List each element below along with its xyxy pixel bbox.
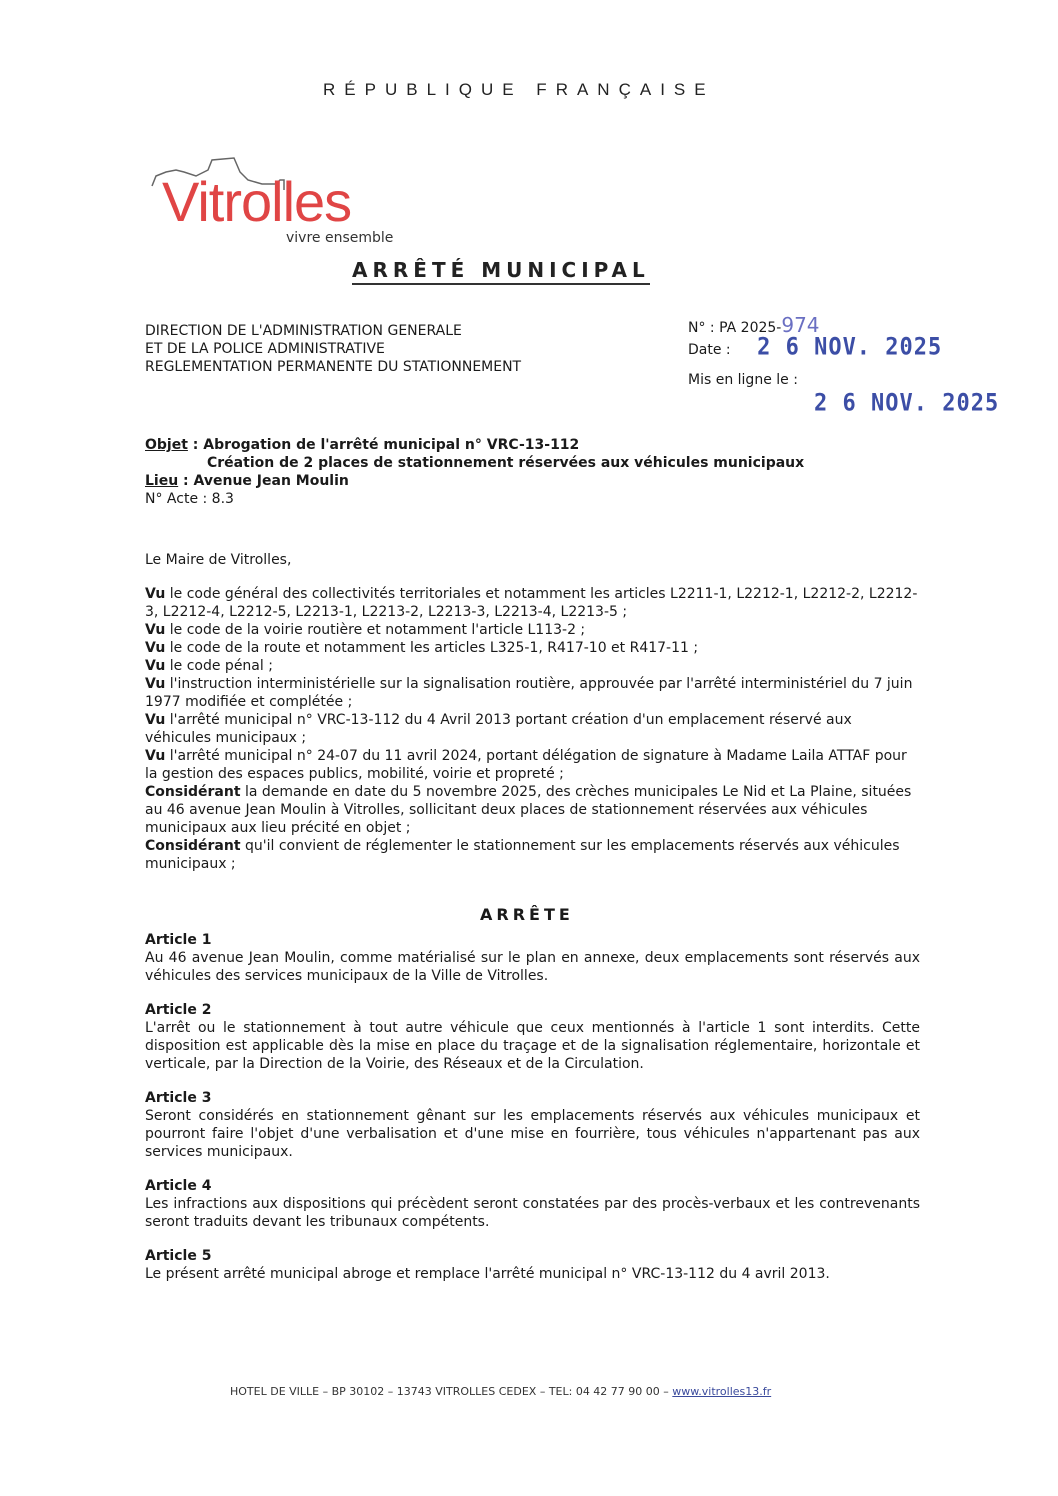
visa-text: l'instruction interministérielle sur la signalisation routière, approuvée par l'arrêté interministériel du 7 juin 1977 modifiée et complétée ; [145,676,913,710]
article-text: Les infractions aux dispositions qui précèdent seront constatées par des procès-verbaux et les contrevenants seront traduits devant les tribunaux compétents. [145,1196,920,1230]
considerant-item [145,837,920,873]
article-title: Article 2 [145,1002,212,1018]
article [145,1089,920,1161]
visa-text: le code général des collectivités territoriales et notamment les articles L2211-1, L2212-1, L2212-2, L2212-3, L2212-4, L2212-5, L2213-1, L2213-2, L2213-3, L2213-4, L2213-5 ; [145,586,918,620]
reference-block [688,313,1000,418]
article-title: Article 1 [145,932,212,948]
visa-text: le code de la voirie routière et notamment l'article L113-2 ; [165,622,586,638]
article [145,1177,920,1231]
articles [145,931,920,1299]
article-text: Le présent arrêté municipal abroge et remplace l'arrêté municipal n° VRC-13-112 du 4 avril 2013. [145,1266,830,1282]
maire-line: Le Maire de Vitrolles, [145,552,292,568]
considerant-keyword: Considérant [145,784,241,800]
objet-label: Objet [145,437,188,453]
visa-item [145,585,920,621]
lieu-label: Lieu [145,473,179,489]
number-label: N° : PA 2025- [688,320,782,336]
visa-item [145,675,920,711]
website-link[interactable]: www.vitrolles13.fr [672,1385,772,1398]
vitrolles-logo [148,150,408,245]
acte-number: N° Acte : 8.3 [145,491,234,507]
visa-keyword: Vu [145,622,166,638]
article-text: L'arrêt ou le stationnement à tout autre véhicule que ceux mentionnés à l'article 1 sont interdits. Cette disposition est applicable dès la mise en place du traçage et de la signalisation réglementaire, horizontale et verticale, par la Direction de la Voirie, des Réseaux et de la Circulation. [145,1020,920,1072]
objet-block [145,436,804,508]
visa-keyword: Vu [145,712,166,728]
footer [230,1385,771,1398]
date-stamp: 2 6 NOV. 2025 [757,333,943,362]
visa-item [145,747,920,783]
arrete-heading: ARRÊTE [480,905,574,924]
logo-wordmark: Vitrolles [162,170,352,233]
visa-text: l'arrêté municipal n° 24-07 du 11 avril 2024, portant délégation de signature à Madame Laila ATTAF pour la gestion des espaces publics, mobilité, voirie et propreté ; [145,748,907,782]
visa-item [145,711,920,747]
considerant-item [145,783,920,837]
footer-address: HOTEL DE VILLE – BP 30102 – 13743 VITROLLES CEDEX – TEL: 04 42 77 90 00 – [230,1385,673,1398]
direction-line: DIRECTION DE L'ADMINISTRATION GENERALE [145,323,462,339]
visa-keyword: Vu [145,748,166,764]
visa-keyword: Vu [145,676,166,692]
handwritten-number: 974 [781,313,820,337]
objet-line: : Abrogation de l'arrêté municipal n° VRC-13-112 [187,437,580,453]
visa-keyword: Vu [145,658,166,674]
preamble [145,551,920,873]
article-title: Article 5 [145,1248,212,1264]
objet-line: Création de 2 places de stationnement réservées aux véhicules municipaux [207,455,805,471]
online-label: Mis en ligne le : [688,372,798,388]
article-text: Au 46 avenue Jean Moulin, comme matérialisé sur le plan en annexe, deux emplacements sont réservés aux véhicules des services municipaux de la Ville de Vitrolles. [145,950,920,984]
visa-item [145,657,920,675]
online-date-stamp: 2 6 NOV. 2025 [814,389,1000,418]
considerant-text: qu'il convient de réglementer le stationnement sur les emplacements réservés aux véhicules municipaux ; [145,838,900,872]
republique-francaise-heading: RÉPUBLIQUE FRANÇAISE [323,80,715,99]
visa-keyword: Vu [145,586,166,602]
article [145,931,920,985]
document-title: ARRÊTÉ MUNICIPAL [352,258,650,285]
direction-block [145,322,521,376]
considerant-keyword: Considérant [145,838,241,854]
date-label: Date : [688,342,731,358]
visa-keyword: Vu [145,640,166,656]
visa-item [145,639,920,657]
article-title: Article 4 [145,1178,212,1194]
article [145,1247,920,1283]
visa-text: l'arrêté municipal n° VRC-13-112 du 4 Avril 2013 portant création d'un emplacement réservé aux véhicules municipaux ; [145,712,852,746]
article-title: Article 3 [145,1090,212,1106]
considerant-text: la demande en date du 5 novembre 2025, des crèches municipales Le Nid et La Plaine, situées au 46 avenue Jean Moulin à Vitrolles, sollicitant deux places de stationnement réservées aux véhicules municipaux aux lieu précité en objet ; [145,784,912,836]
logo-tagline: vivre ensemble [286,230,394,246]
visa-text: le code pénal ; [165,658,273,674]
direction-line: REGLEMENTATION PERMANENTE DU STATIONNEMENT [145,359,522,375]
direction-line: ET DE LA POLICE ADMINISTRATIVE [145,341,385,357]
visa-text: le code de la route et notamment les articles L325-1, R417-10 et R417-11 ; [165,640,699,656]
visa-item [145,621,920,639]
article [145,1001,920,1073]
article-text: Seront considérés en stationnement gênant sur les emplacements réservés aux véhicules municipaux et pourront faire l'objet d'une verbalisation et d'une mise en fourrière, tous véhicules n'appartenant pas aux services municipaux. [145,1108,920,1160]
lieu-value: : Avenue Jean Moulin [178,473,349,489]
